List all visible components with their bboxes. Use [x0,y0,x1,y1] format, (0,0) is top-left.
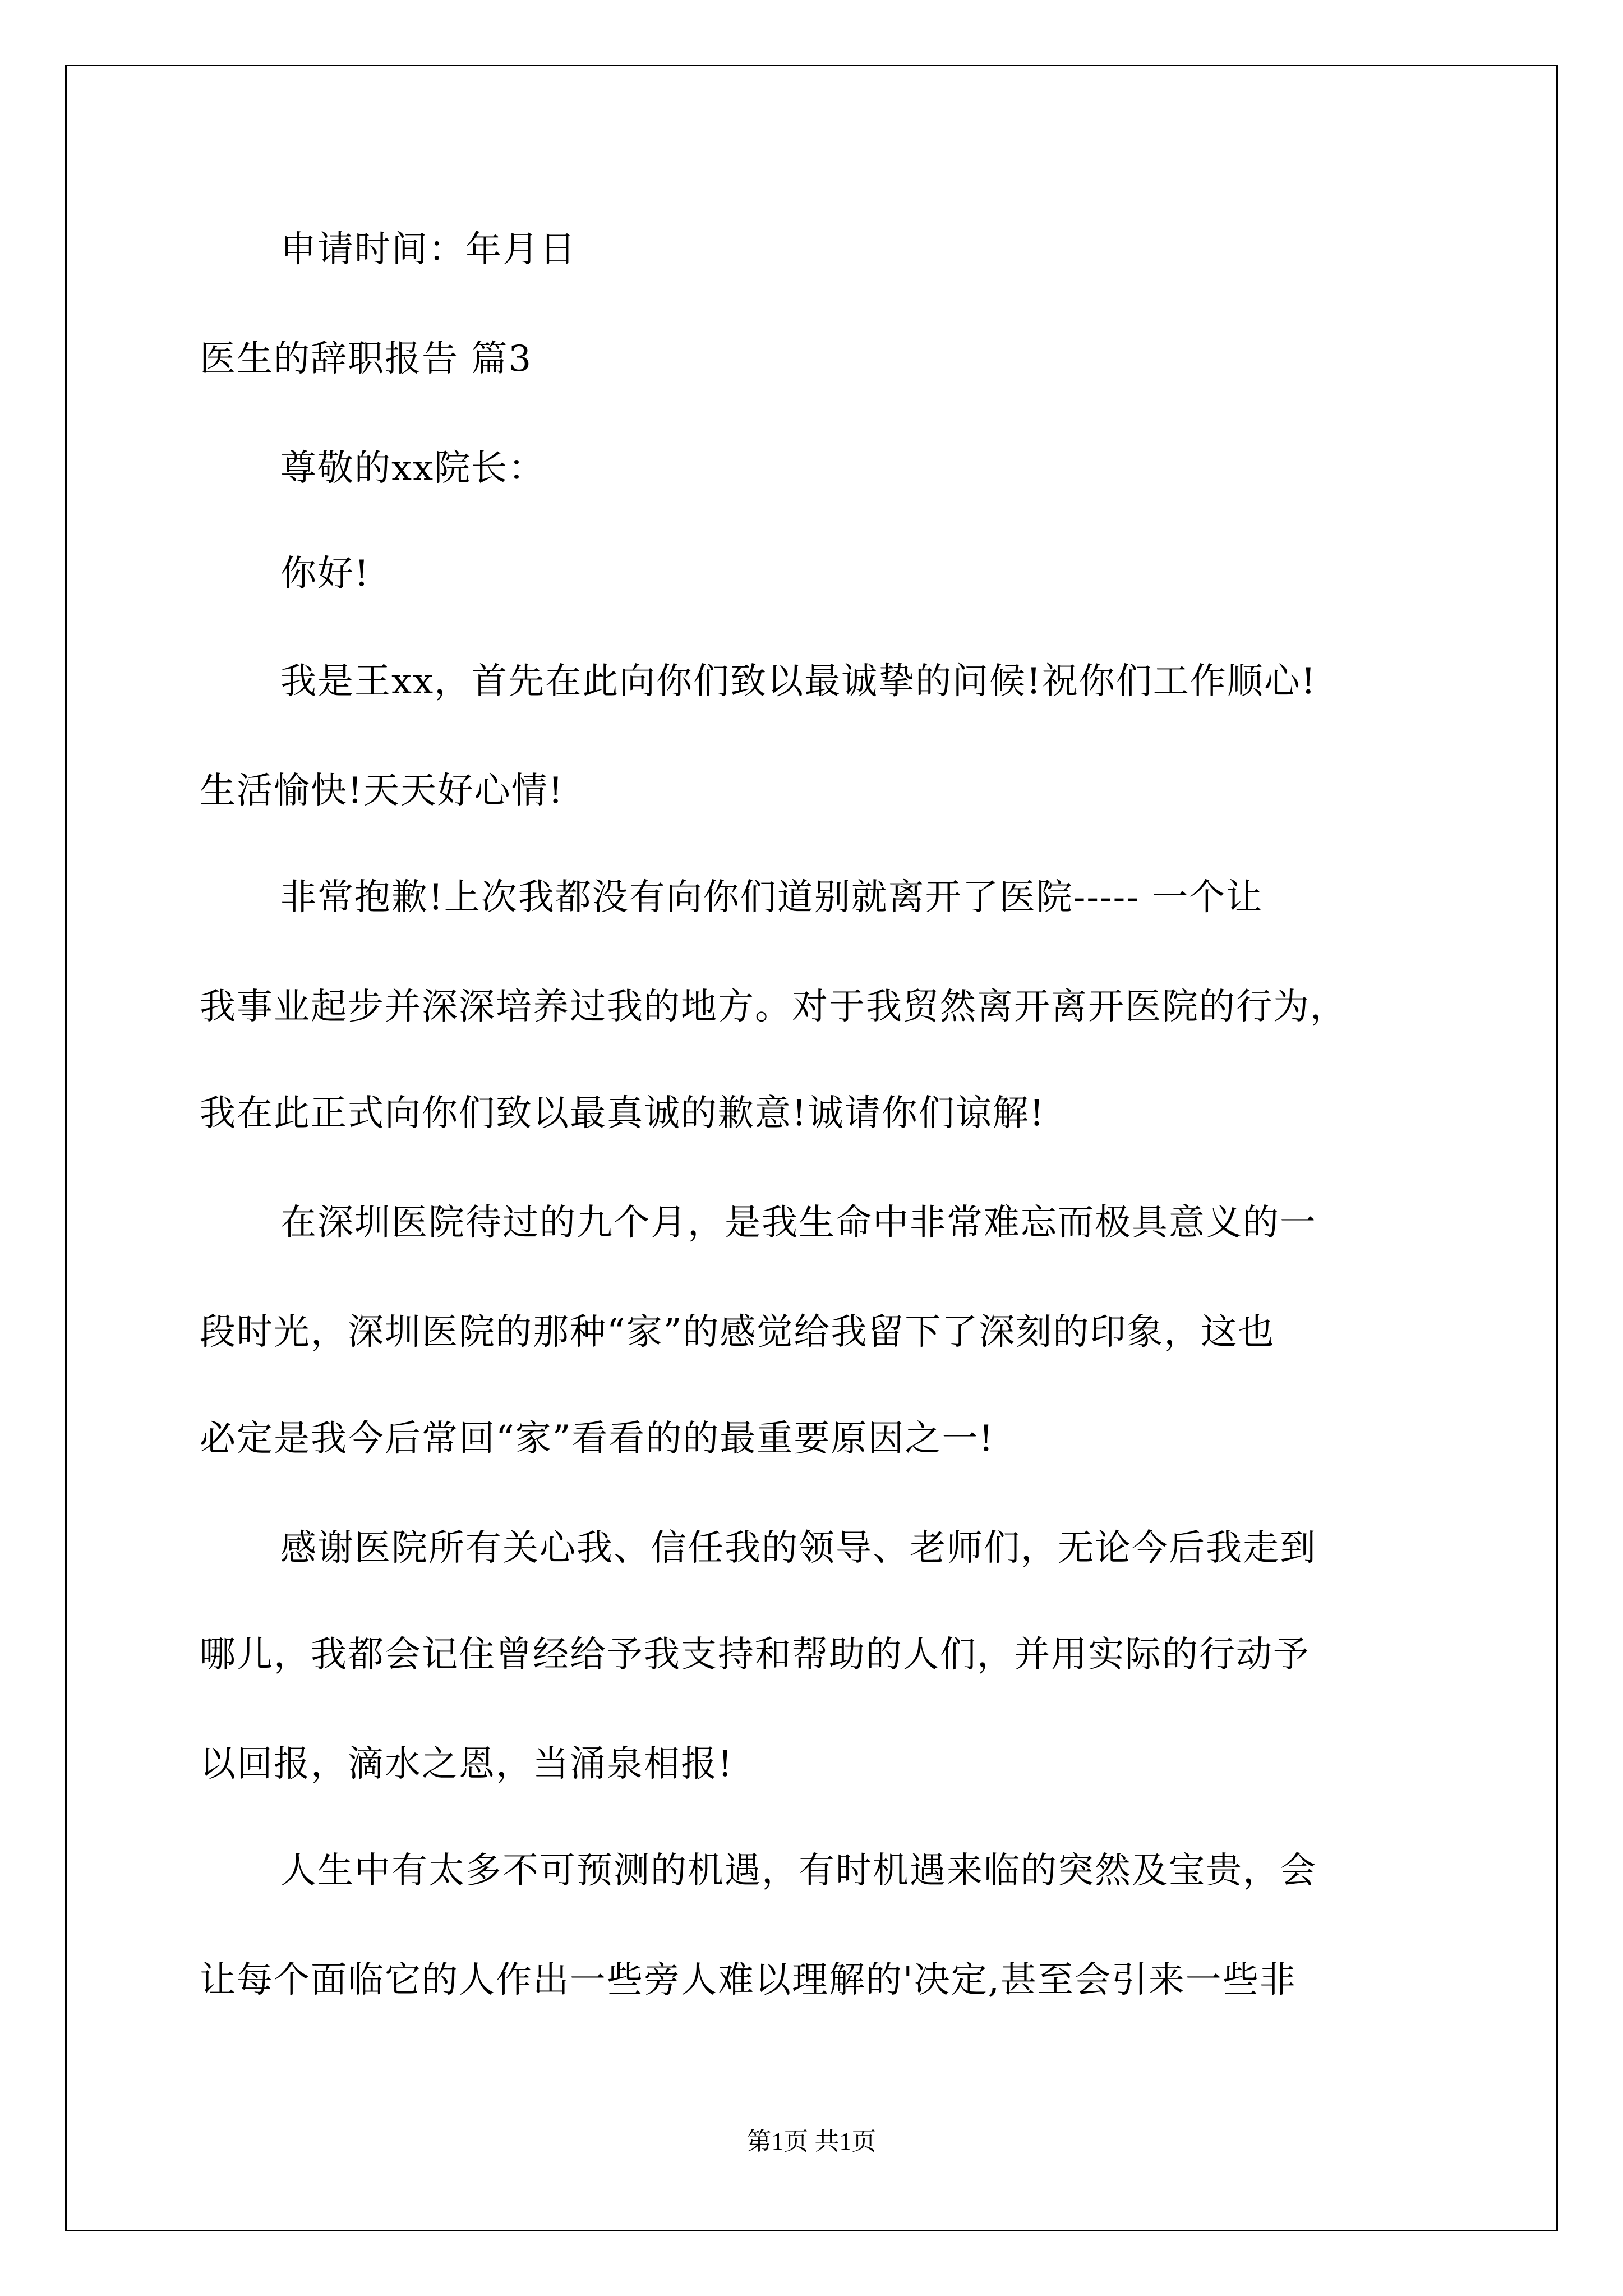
paragraph-line: 感谢医院所有关心我、信任我的领导、老师们，无论今后我走到 [280,1527,1317,1569]
paragraph-line: 以回报，滴水之恩，当涌泉相报! [200,1743,734,1785]
page-number-footer: 第1页 共1页 [746,2128,877,2155]
page-frame [65,65,1558,2231]
paragraph-line: 必定是我今后常回“家”看看的的最重要原因之一! [200,1418,995,1460]
greeting: 你好! [280,553,370,595]
application-date-line: 申请时间：年月日 [280,229,577,270]
paragraph-line: 我事业起步并深深培养过我的地方。对于我贸然离开离开医院的行为， [200,986,1347,1028]
paragraph-line: 哪儿，我都会记住曾经给予我支持和帮助的人们，并用实际的行动予 [200,1634,1310,1676]
salutation: 尊敬的xx院长： [280,448,546,489]
paragraph-line: 段时光，深圳医院的那种“家”的感觉给我留下了深刻的印象，这也 [200,1312,1275,1353]
paragraph-line: 人生中有太多不可预测的机遇，有时机遇来临的突然及宝贵，会 [280,1850,1317,1892]
paragraph-line: 在深圳医院待过的九个月，是我生命中非常难忘而极具意义的一 [280,1202,1317,1244]
paragraph-line: 我是王xx，首先在此向你们致以最诚挚的问候!祝你们工作顺心! [280,661,1317,702]
paragraph-line: 让每个面临它的人作出一些旁人难以理解的'决定,甚至会引来一些非 [200,1959,1297,2001]
paragraph-line: 我在此正式向你们致以最真诚的歉意!诚请你们谅解! [200,1093,1045,1134]
paragraph-line: 非常抱歉!上次我都没有向你们道别就离开了医院----- 一个让 [280,877,1264,918]
paragraph-line: 生活愉快!天天好心情! [200,770,564,812]
section-heading: 医生的辞职报告 篇3 [200,338,533,380]
